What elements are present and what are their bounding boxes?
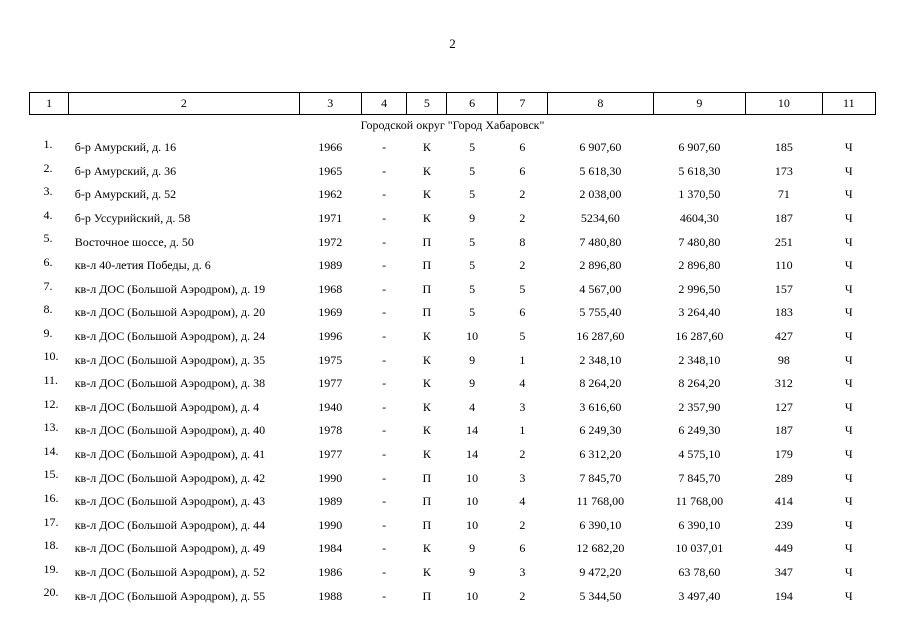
- row-number: 18.: [43, 538, 59, 553]
- column-4-cell: -: [382, 305, 387, 320]
- floors-cell: 10: [466, 494, 479, 509]
- entrances-cell: 4: [519, 494, 526, 509]
- entrances-cell: 6: [519, 305, 526, 320]
- total-area-cell: 5 755,40: [579, 305, 622, 320]
- residents-cell: 312: [774, 376, 793, 391]
- year-cell: 1969: [318, 305, 343, 320]
- year-cell: 1966: [318, 140, 343, 155]
- year-cell: 1940: [318, 399, 343, 414]
- year-cell: 1972: [318, 234, 343, 249]
- table-row: [30, 230, 876, 254]
- residents-cell: 239: [774, 517, 793, 532]
- entrances-cell: 2: [519, 517, 526, 532]
- wall-material-cell: П: [422, 588, 432, 603]
- residents-cell: 289: [774, 470, 793, 485]
- header-cell: 3: [299, 93, 361, 115]
- page-number: 2: [449, 36, 456, 51]
- residents-cell: 98: [777, 352, 790, 367]
- header-cell: 6: [447, 93, 497, 115]
- floors-cell: 5: [469, 163, 476, 178]
- wall-material-cell: П: [422, 494, 432, 509]
- year-cell: 1989: [318, 258, 343, 273]
- residents-cell: 157: [774, 281, 793, 296]
- residents-cell: 71: [777, 187, 790, 202]
- residents-cell: 449: [774, 541, 793, 556]
- header-cell: 4: [361, 93, 406, 115]
- address-cell: кв-л ДОС (Большой Аэродром), д. 4: [74, 399, 260, 414]
- living-area-cell: 10 037,01: [675, 541, 724, 556]
- row-number: 5.: [43, 231, 53, 246]
- row-number: 4.: [43, 207, 53, 222]
- column-11-cell: Ч: [844, 281, 853, 296]
- total-area-cell: 2 038,00: [579, 187, 622, 202]
- header-cell: 5: [407, 93, 447, 115]
- living-area-cell: 6 907,60: [678, 140, 721, 155]
- table-row: [30, 325, 876, 349]
- living-area-cell: 4 575,10: [678, 447, 721, 462]
- wall-material-cell: П: [422, 258, 432, 273]
- column-4-cell: -: [382, 399, 387, 414]
- entrances-cell: 3: [519, 564, 526, 579]
- entrances-cell: 6: [519, 163, 526, 178]
- row-number: 2.: [43, 160, 53, 175]
- row-number: 16.: [43, 490, 59, 505]
- year-cell: 1965: [318, 163, 343, 178]
- living-area-cell: 2 348,10: [678, 352, 721, 367]
- wall-material-cell: П: [422, 517, 432, 532]
- column-4-cell: -: [382, 541, 387, 556]
- table-row: [30, 183, 876, 207]
- header-cell: 8: [548, 93, 654, 115]
- column-4-cell: -: [382, 211, 387, 226]
- table-row: [30, 419, 876, 443]
- row-number: 8.: [43, 302, 53, 317]
- entrances-cell: 6: [519, 140, 526, 155]
- total-area-cell: 5 618,30: [579, 163, 622, 178]
- total-area-cell: 6 390,10: [579, 517, 622, 532]
- floors-cell: 9: [469, 376, 476, 391]
- row-number: 6.: [43, 254, 53, 269]
- living-area-cell: 3 497,40: [678, 588, 721, 603]
- living-area-cell: 4604,30: [679, 211, 719, 226]
- residents-cell: 187: [774, 423, 793, 438]
- column-4-cell: -: [382, 447, 387, 462]
- table-row: [30, 514, 876, 538]
- year-cell: 1989: [318, 494, 343, 509]
- table-row: [30, 396, 876, 420]
- year-cell: 1978: [318, 423, 343, 438]
- year-cell: 1968: [318, 281, 343, 296]
- column-4-cell: -: [382, 258, 387, 273]
- year-cell: 1996: [318, 329, 343, 344]
- table-row: [30, 348, 876, 372]
- column-4-cell: -: [382, 564, 387, 579]
- column-4-cell: -: [382, 281, 387, 296]
- row-number: 17.: [43, 514, 59, 529]
- column-11-cell: Ч: [844, 399, 853, 414]
- year-cell: 1977: [318, 447, 343, 462]
- table-row: [30, 254, 876, 278]
- header-cell: 2: [69, 93, 299, 115]
- floors-cell: 4: [469, 399, 476, 414]
- living-area-cell: 2 996,50: [678, 281, 721, 296]
- region-title: Городской округ "Город Хабаровск": [360, 118, 545, 132]
- total-area-cell: 4 567,00: [579, 281, 622, 296]
- address-cell: б-р Амурский, д. 36: [74, 163, 177, 178]
- living-area-cell: 3 264,40: [678, 305, 721, 320]
- residents-cell: 185: [774, 140, 793, 155]
- wall-material-cell: П: [422, 470, 432, 485]
- living-area-cell: 63 78,60: [678, 564, 721, 579]
- residents-cell: 110: [775, 258, 793, 273]
- residents-cell: 414: [774, 494, 793, 509]
- floors-cell: 14: [466, 447, 479, 462]
- total-area-cell: 7 845,70: [579, 470, 622, 485]
- table-row: [30, 301, 876, 325]
- residents-cell: 173: [774, 163, 793, 178]
- column-11-cell: Ч: [844, 234, 853, 249]
- living-area-cell: 11 768,00: [675, 494, 724, 509]
- total-area-cell: 7 480,80: [579, 234, 622, 249]
- year-cell: 1984: [318, 541, 343, 556]
- column-4-cell: -: [382, 588, 387, 603]
- wall-material-cell: П: [422, 234, 432, 249]
- living-area-cell: 6 249,30: [678, 423, 721, 438]
- table-row: [30, 443, 876, 467]
- column-11-cell: Ч: [844, 258, 853, 273]
- entrances-cell: 8: [519, 234, 526, 249]
- residents-cell: 187: [774, 211, 793, 226]
- year-cell: 1990: [318, 470, 343, 485]
- row-number: 12.: [43, 396, 59, 411]
- entrances-cell: 1: [519, 423, 526, 438]
- column-4-cell: -: [382, 517, 387, 532]
- wall-material-cell: П: [422, 281, 432, 296]
- column-number-header-row: [30, 93, 876, 115]
- row-number: 20.: [43, 585, 59, 600]
- entrances-cell: 3: [519, 399, 526, 414]
- address-cell: б-р Амурский, д. 16: [74, 140, 177, 155]
- column-11-cell: Ч: [844, 470, 853, 485]
- header-cell: 11: [822, 93, 875, 115]
- entrances-cell: 2: [519, 447, 526, 462]
- table-row: [30, 584, 876, 608]
- column-11-cell: Ч: [844, 423, 853, 438]
- column-11-cell: Ч: [844, 494, 853, 509]
- year-cell: 1988: [318, 588, 343, 603]
- residents-cell: 127: [774, 399, 793, 414]
- address-cell: кв-л ДОС (Большой Аэродром), д. 24: [74, 329, 266, 344]
- table-row: [30, 561, 876, 585]
- floors-cell: 5: [469, 140, 476, 155]
- wall-material-cell: К: [422, 423, 431, 438]
- table-row: [30, 466, 876, 490]
- year-cell: 1986: [318, 564, 343, 579]
- wall-material-cell: К: [422, 352, 431, 367]
- address-cell: кв-л ДОС (Большой Аэродром), д. 38: [74, 376, 266, 391]
- address-cell: кв-л ДОС (Большой Аэродром), д. 52: [74, 564, 266, 579]
- address-cell: б-р Уссурийский, д. 58: [74, 211, 191, 226]
- column-11-cell: Ч: [844, 140, 853, 155]
- total-area-cell: 11 768,00: [576, 494, 625, 509]
- total-area-cell: 9 472,20: [579, 564, 622, 579]
- address-cell: кв-л ДОС (Большой Аэродром), д. 35: [74, 352, 266, 367]
- entrances-cell: 2: [519, 588, 526, 603]
- wall-material-cell: К: [422, 211, 431, 226]
- living-area-cell: 2 896,80: [678, 258, 721, 273]
- entrances-cell: 2: [519, 187, 526, 202]
- floors-cell: 14: [466, 423, 479, 438]
- column-4-cell: -: [382, 376, 387, 391]
- column-4-cell: -: [382, 187, 387, 202]
- row-number: 14.: [43, 443, 59, 458]
- table-row: [30, 136, 876, 160]
- address-cell: кв-л 40-летия Победы, д. 6: [74, 258, 211, 273]
- entrances-cell: 2: [519, 211, 526, 226]
- living-area-cell: 5 618,30: [678, 163, 721, 178]
- floors-cell: 9: [469, 564, 476, 579]
- row-number: 1.: [43, 137, 53, 151]
- table-row: [30, 160, 876, 184]
- living-area-cell: 7 845,70: [678, 470, 721, 485]
- row-number: 10.: [43, 349, 59, 364]
- column-11-cell: Ч: [844, 447, 853, 462]
- entrances-cell: 5: [519, 329, 526, 344]
- total-area-cell: 16 287,60: [576, 329, 625, 344]
- floors-cell: 10: [466, 329, 479, 344]
- header-cell: 10: [746, 93, 822, 115]
- total-area-cell: 6 907,60: [579, 140, 622, 155]
- address-cell: Восточное шоссе, д. 50: [74, 234, 194, 249]
- column-11-cell: Ч: [844, 187, 853, 202]
- address-cell: кв-л ДОС (Большой Аэродром), д. 41: [74, 447, 266, 462]
- column-4-cell: -: [382, 163, 387, 178]
- row-number: 9.: [43, 325, 53, 340]
- address-cell: кв-л ДОС (Большой Аэродром), д. 19: [74, 281, 266, 296]
- wall-material-cell: К: [422, 447, 431, 462]
- floors-cell: 5: [469, 281, 476, 296]
- living-area-cell: 7 480,80: [678, 234, 721, 249]
- row-number: 13.: [43, 420, 59, 435]
- header-cell: 9: [653, 93, 746, 115]
- address-cell: кв-л ДОС (Большой Аэродром), д. 44: [74, 517, 266, 532]
- row-number: 15.: [43, 467, 59, 482]
- column-11-cell: Ч: [844, 588, 853, 603]
- year-cell: 1975: [318, 352, 343, 367]
- wall-material-cell: К: [422, 564, 431, 579]
- wall-material-cell: К: [422, 376, 431, 391]
- floors-cell: 5: [469, 234, 476, 249]
- entrances-cell: 3: [519, 470, 526, 485]
- entrances-cell: 2: [519, 258, 526, 273]
- wall-material-cell: К: [422, 399, 431, 414]
- region-row: [30, 115, 876, 137]
- living-area-cell: 2 357,90: [678, 399, 721, 414]
- address-cell: кв-л ДОС (Большой Аэродром), д. 49: [74, 541, 266, 556]
- column-11-cell: Ч: [844, 564, 853, 579]
- total-area-cell: 5 344,50: [579, 588, 622, 603]
- header-cell: 7: [497, 93, 547, 115]
- residents-cell: 251: [774, 234, 793, 249]
- total-area-cell: 12 682,20: [576, 541, 625, 556]
- living-area-cell: 8 264,20: [678, 376, 721, 391]
- total-area-cell: 8 264,20: [579, 376, 622, 391]
- column-4-cell: -: [382, 494, 387, 509]
- total-area-cell: 6 312,20: [579, 447, 622, 462]
- row-number: 7.: [43, 278, 53, 293]
- address-cell: кв-л ДОС (Большой Аэродром), д. 20: [74, 305, 266, 320]
- wall-material-cell: П: [422, 305, 432, 320]
- row-number: 3.: [43, 184, 53, 199]
- row-number: 19.: [43, 561, 59, 576]
- floors-cell: 9: [469, 541, 476, 556]
- address-cell: кв-л ДОС (Большой Аэродром), д. 42: [74, 470, 266, 485]
- column-11-cell: Ч: [844, 541, 853, 556]
- living-area-cell: 16 287,60: [675, 329, 724, 344]
- total-area-cell: 5234,60: [580, 211, 620, 226]
- column-11-cell: Ч: [844, 305, 853, 320]
- column-4-cell: -: [382, 352, 387, 367]
- entrances-cell: 1: [519, 352, 526, 367]
- floors-cell: 10: [466, 588, 479, 603]
- floors-cell: 5: [469, 305, 476, 320]
- wall-material-cell: К: [422, 140, 431, 155]
- entrances-cell: 4: [519, 376, 526, 391]
- floors-cell: 9: [469, 352, 476, 367]
- year-cell: 1977: [318, 376, 343, 391]
- column-4-cell: -: [382, 140, 387, 155]
- column-4-cell: -: [382, 423, 387, 438]
- column-11-cell: Ч: [844, 376, 853, 391]
- living-area-cell: 1 370,50: [678, 187, 721, 202]
- year-cell: 1962: [318, 187, 343, 202]
- total-area-cell: 3 616,60: [579, 399, 622, 414]
- address-cell: б-р Амурский, д. 52: [74, 187, 177, 202]
- residents-cell: 183: [774, 305, 793, 320]
- residents-cell: 194: [774, 588, 793, 603]
- table-row: [30, 207, 876, 231]
- column-11-cell: Ч: [844, 352, 853, 367]
- floors-cell: 10: [466, 517, 479, 532]
- residents-cell: 179: [774, 447, 793, 462]
- floors-cell: 5: [469, 258, 476, 273]
- housing-register-table: [29, 92, 876, 608]
- column-4-cell: -: [382, 234, 387, 249]
- column-4-cell: -: [382, 470, 387, 485]
- wall-material-cell: К: [422, 163, 431, 178]
- floors-cell: 5: [469, 187, 476, 202]
- floors-cell: 10: [466, 470, 479, 485]
- row-number: 11.: [43, 372, 59, 387]
- entrances-cell: 6: [519, 541, 526, 556]
- column-11-cell: Ч: [844, 517, 853, 532]
- column-11-cell: Ч: [844, 163, 853, 178]
- column-11-cell: Ч: [844, 329, 853, 344]
- table-row: [30, 537, 876, 561]
- table-row: [30, 372, 876, 396]
- total-area-cell: 2 896,80: [579, 258, 622, 273]
- wall-material-cell: К: [422, 329, 431, 344]
- wall-material-cell: К: [422, 541, 431, 556]
- entrances-cell: 5: [519, 281, 526, 296]
- header-cell: 1: [30, 93, 69, 115]
- year-cell: 1990: [318, 517, 343, 532]
- year-cell: 1971: [318, 211, 343, 226]
- column-11-cell: Ч: [844, 211, 853, 226]
- column-4-cell: -: [382, 329, 387, 344]
- total-area-cell: 6 249,30: [579, 423, 622, 438]
- address-cell: кв-л ДОС (Большой Аэродром), д. 43: [74, 494, 266, 509]
- floors-cell: 9: [469, 211, 476, 226]
- living-area-cell: 6 390,10: [678, 517, 721, 532]
- total-area-cell: 2 348,10: [579, 352, 622, 367]
- address-cell: кв-л ДОС (Большой Аэродром), д. 40: [74, 423, 266, 438]
- wall-material-cell: К: [422, 187, 431, 202]
- table-row: [30, 278, 876, 302]
- table-row: [30, 490, 876, 514]
- residents-cell: 347: [774, 564, 793, 579]
- address-cell: кв-л ДОС (Большой Аэродром), д. 55: [74, 588, 266, 603]
- residents-cell: 427: [774, 329, 793, 344]
